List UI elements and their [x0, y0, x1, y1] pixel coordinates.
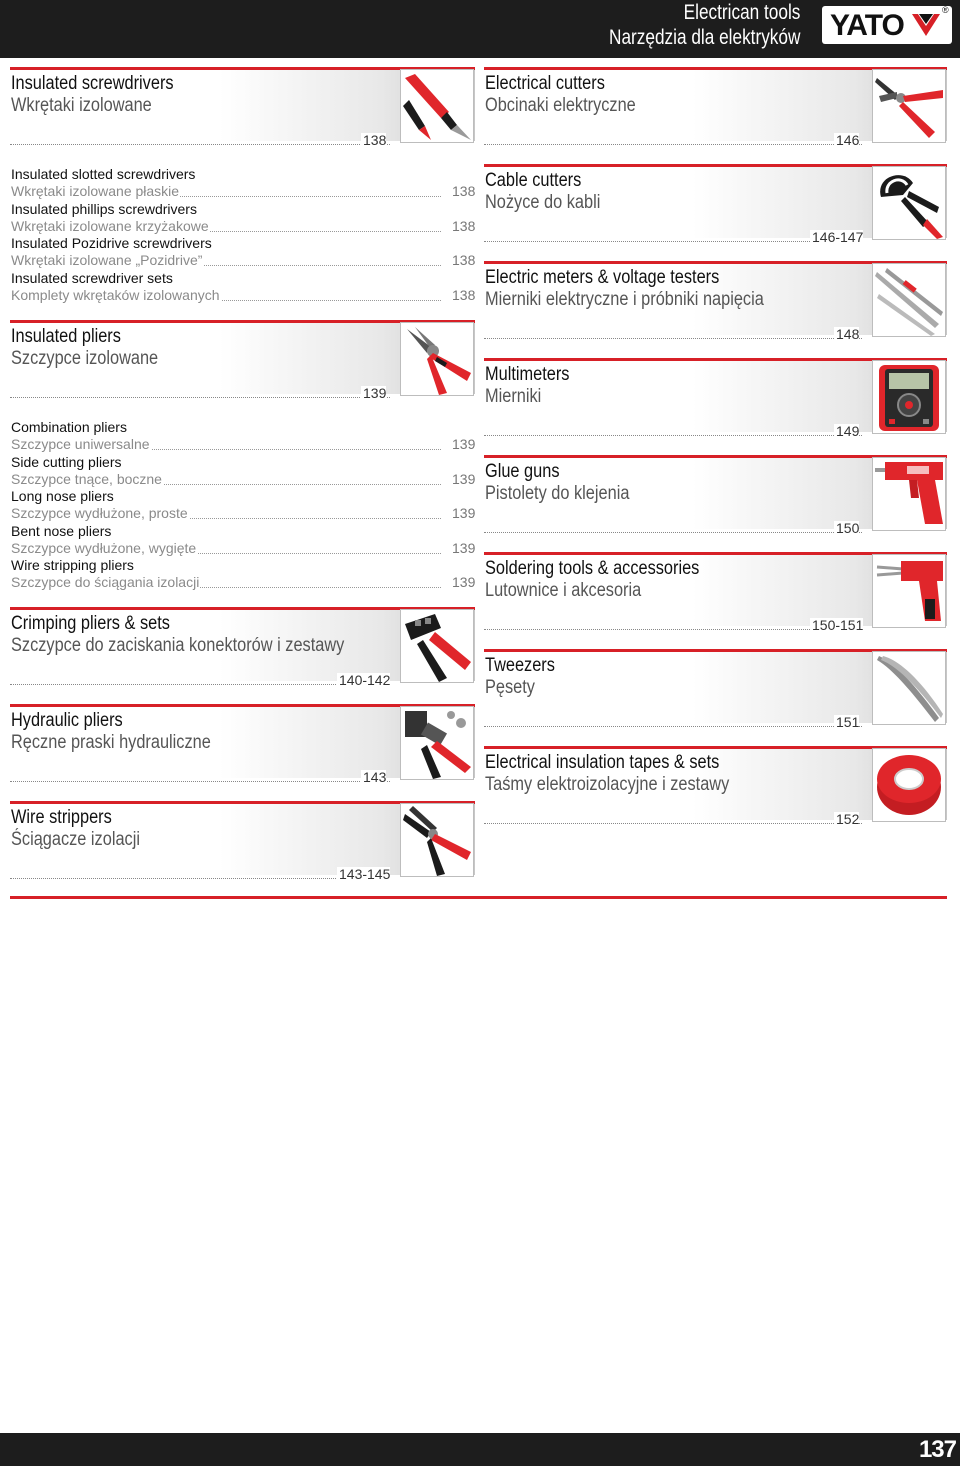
- screwdrivers-sub-list: [11, 166, 475, 306]
- category-page: 140-142: [339, 672, 391, 688]
- hydraulic-press-icon: [400, 706, 474, 780]
- sub-item-en: Wire stripping pliers: [11, 557, 134, 573]
- dotted-leader: [484, 726, 862, 727]
- logo-text: YATO: [830, 9, 904, 42]
- category-title-pl: Szczypce do zaciskania konektorów i zestawy: [11, 635, 345, 656]
- sub-item-page: 139: [452, 471, 476, 487]
- dotted-leader: [484, 532, 862, 533]
- category-title-pl: Nożyce do kabli: [485, 192, 601, 213]
- pliers-icon: [400, 322, 474, 396]
- category-title-pl: Lutownice i akcesoria: [485, 580, 642, 601]
- logo-registered: ®: [942, 5, 949, 15]
- dotted-leader: [484, 144, 862, 145]
- sub-item-pl[interactable]: Szczypce wydłużone, wygięte: [11, 540, 197, 556]
- category-title-en: Electric meters & voltage testers: [485, 267, 720, 288]
- category-title-en: Soldering tools & accessories: [485, 558, 700, 579]
- header-bar: [0, 0, 960, 58]
- pliers-sub-list: [11, 419, 475, 594]
- category-title-en: Insulated pliers: [11, 326, 121, 347]
- sub-item-page: 139: [452, 436, 476, 452]
- sub-item-page: 138: [452, 183, 476, 199]
- category-title-en: Multimeters: [485, 364, 570, 385]
- sub-item-en: Insulated slotted screwdrivers: [11, 166, 196, 182]
- header-title-pl: Narzędzia dla elektryków: [608, 26, 800, 49]
- sub-item-pl[interactable]: Wkrętaki izolowane krzyżakowe: [11, 218, 209, 234]
- sub-item-en: Insulated phillips screwdrivers: [11, 201, 197, 217]
- category-page: 150: [836, 520, 860, 536]
- category-title-en: Tweezers: [485, 655, 555, 676]
- crimping-pliers-icon: [400, 609, 474, 683]
- sub-item-en: Side cutting pliers: [11, 454, 122, 470]
- sub-item-en: Bent nose pliers: [11, 523, 112, 539]
- category-page: 151: [836, 714, 860, 730]
- category-page: 143-145: [339, 866, 391, 882]
- sub-item-pl[interactable]: Szczypce uniwersalne: [11, 436, 150, 452]
- category-title-en: Electrical insulation tapes & sets: [485, 752, 720, 773]
- category-page: 150-151: [812, 617, 864, 633]
- sub-item-pl[interactable]: Komplety wkrętaków izolowanych: [11, 287, 220, 303]
- sub-item-page: 139: [452, 505, 476, 521]
- sub-item-page: 138: [452, 218, 476, 234]
- logo-mark-icon: [910, 12, 942, 38]
- category-title-pl: Wkrętaki izolowane: [11, 95, 152, 116]
- page-number: 137: [918, 1436, 956, 1463]
- soldering-gun-icon: [872, 554, 946, 628]
- dotted-leader: [484, 823, 862, 824]
- category-title-en: Hydraulic pliers: [11, 710, 123, 731]
- category-title-en: Cable cutters: [485, 170, 582, 191]
- category-page: 146: [836, 132, 860, 148]
- dotted-leader: [10, 781, 390, 782]
- dotted-leader: [10, 144, 390, 145]
- sub-item-pl[interactable]: Wkrętaki izolowane płaskie: [11, 183, 180, 199]
- section-divider: [10, 896, 947, 899]
- category-title-pl: Ściągacze izolacji: [11, 829, 140, 850]
- category-title-pl: Szczypce izolowane: [11, 348, 159, 369]
- sub-item-page: 139: [452, 540, 476, 556]
- category-title-pl: Taśmy elektroizolacyjne i zestawy: [485, 774, 730, 795]
- category-title-pl: Mierniki elektryczne i próbniki napięcia: [485, 289, 764, 310]
- dotted-leader: [484, 435, 862, 436]
- category-title-en: Electrical cutters: [485, 73, 605, 94]
- category-page: 143: [363, 769, 387, 785]
- tape-roll-icon: [872, 748, 946, 822]
- category-title-pl: Pęsety: [485, 677, 535, 698]
- dotted-leader: [484, 629, 862, 630]
- sub-item-page: 138: [452, 252, 476, 268]
- category-title-en: Glue guns: [485, 461, 560, 482]
- category-title-pl: Mierniki: [485, 386, 542, 407]
- dotted-leader: [484, 241, 862, 242]
- tweezers-icon: [872, 651, 946, 725]
- dotted-leader: [10, 878, 390, 879]
- dotted-leader: [484, 338, 862, 339]
- category-page: 139: [363, 385, 387, 401]
- dotted-leader: [10, 684, 390, 685]
- sub-item-en: Combination pliers: [11, 419, 127, 435]
- yato-logo: [822, 6, 952, 44]
- sub-item-pl[interactable]: Szczypce tnące, boczne: [11, 471, 162, 487]
- sub-item-page: 139: [452, 574, 476, 590]
- header-title-en: Electrican tools: [683, 1, 800, 24]
- sub-item-page: 138: [452, 287, 476, 303]
- category-title-pl: Pistolety do klejenia: [485, 483, 630, 504]
- category-page: 149: [836, 423, 860, 439]
- category-page: 152: [836, 811, 860, 827]
- sub-item-en: Insulated Pozidrive screwdrivers: [11, 235, 212, 251]
- wire-stripper-icon: [400, 803, 474, 877]
- sub-item-en: Long nose pliers: [11, 488, 114, 504]
- cable-cutter-icon: [872, 166, 946, 240]
- sub-item-pl[interactable]: Szczypce do ściągania izolacji: [11, 574, 200, 590]
- sub-item-en: Insulated screwdriver sets: [11, 270, 173, 286]
- glue-gun-icon: [872, 457, 946, 531]
- category-page: 138: [363, 132, 387, 148]
- sub-item-pl[interactable]: Wkrętaki izolowane „Pozidrive”: [11, 252, 203, 268]
- category-page: 146-147: [812, 229, 864, 245]
- footer-bar: [0, 1433, 960, 1466]
- multimeter-icon: [872, 360, 946, 434]
- category-title-en: Crimping pliers & sets: [11, 613, 170, 634]
- sub-item-pl[interactable]: Szczypce wydłużone, proste: [11, 505, 188, 521]
- dotted-leader: [10, 397, 390, 398]
- cutters-icon: [872, 69, 946, 143]
- category-title-pl: Ręczne praski hydrauliczne: [11, 732, 211, 753]
- category-title-en: Wire strippers: [11, 807, 112, 828]
- screwdriver-icon: [400, 69, 474, 143]
- category-title-pl: Obcinaki elektryczne: [485, 95, 636, 116]
- category-page: 148: [836, 326, 860, 342]
- category-title-en: Insulated screwdrivers: [11, 73, 174, 94]
- voltage-tester-icon: [872, 263, 946, 337]
